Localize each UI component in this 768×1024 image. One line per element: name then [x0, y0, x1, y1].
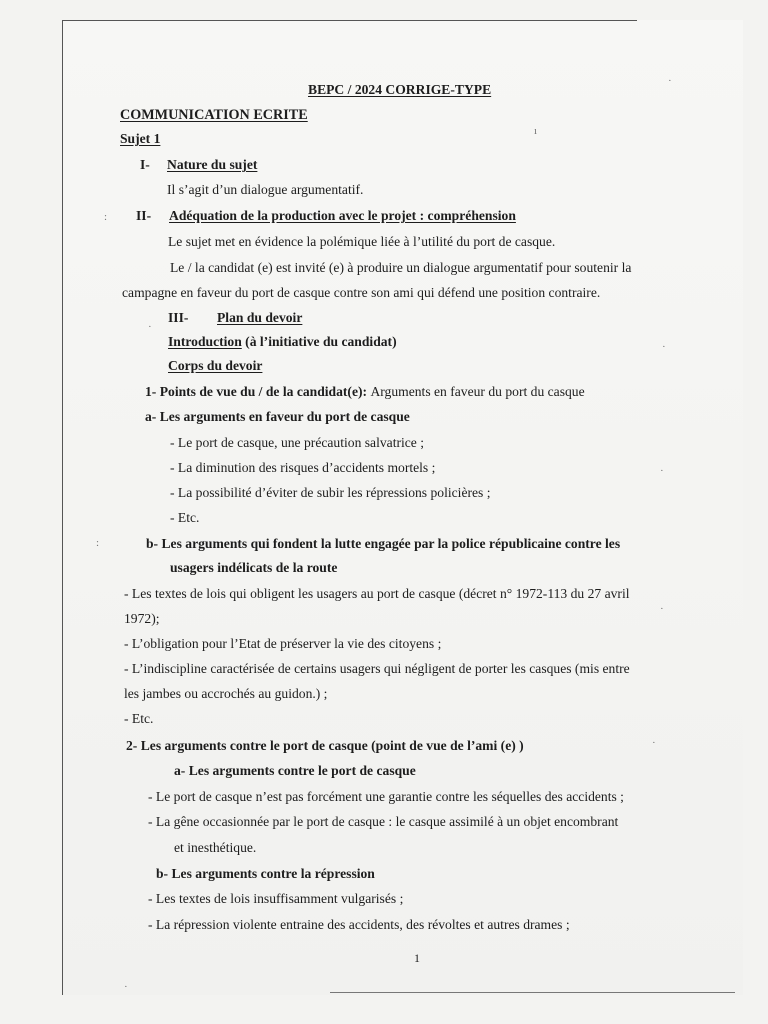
scan-speck: ·	[660, 603, 664, 615]
introduction-line	[168, 334, 397, 350]
point-1-text: Arguments en faveur du port du casque	[370, 384, 585, 399]
scan-speck: :	[96, 537, 100, 549]
introduction-note: (à l’initiative du candidat)	[241, 334, 397, 349]
s3-number: III-	[168, 310, 189, 325]
s3-title: Plan du devoir	[217, 310, 303, 325]
s2-paragraph-2b: campagne en faveur du port de casque contre son ami qui défend une position contraire.	[122, 285, 601, 300]
a-title: a- Les arguments en faveur du port de casque	[145, 409, 410, 424]
page-number: 1	[414, 951, 420, 965]
scan-speck: ı	[534, 125, 538, 137]
section-title: COMMUNICATION ECRITE	[120, 107, 308, 123]
introduction-label: Introduction	[168, 334, 242, 349]
document-page	[62, 20, 743, 995]
scan-speck: ·	[662, 341, 666, 353]
s2-title: Adéquation de la production avec le projet : compréhension	[169, 208, 516, 223]
b-line: - Etc.	[124, 711, 154, 726]
s1-title: Nature du sujet	[167, 157, 258, 172]
point-2a-item: - Le port de casque n’est pas forcément une garantie contre les séquelles des accidents ;	[148, 789, 624, 804]
b-line: - L’obligation pour l’Etat de préserver la vie des citoyens ;	[124, 636, 442, 651]
point-1-line	[145, 384, 585, 400]
a-item: - La diminution des risques d’accidents mortels ;	[170, 460, 436, 475]
scan-speck: ·	[148, 321, 152, 333]
point-2b-item: - Les textes de lois insuffisamment vulgarisés ;	[148, 891, 404, 906]
scan-speck: ·	[668, 75, 672, 87]
b-title-line-1: b- Les arguments qui fondent la lutte engagée par la police républicaine contre les	[146, 536, 621, 551]
top-border	[62, 20, 637, 21]
scan-speck: ·	[652, 737, 656, 749]
point-2a-title: a- Les arguments contre le port de casque	[174, 763, 416, 778]
scan-speck: ·	[124, 981, 128, 993]
a-item: - Etc.	[170, 510, 200, 525]
b-line: 1972);	[124, 611, 160, 626]
bottom-border	[330, 992, 735, 993]
a-item: - La possibilité d’éviter de subir les répressions policières ;	[170, 485, 491, 500]
scan-speck: :	[104, 211, 108, 223]
point-2b-title: b- Les arguments contre la répression	[156, 866, 375, 881]
s2-number: II-	[136, 208, 152, 223]
point-2a-item: - La gêne occasionnée par le port de casque : le casque assimilé à un objet encombrant	[148, 814, 619, 829]
s1-number: I-	[140, 157, 150, 172]
point-1-label: 1- Points de vue du / de la candidat(e):	[145, 384, 371, 399]
point-2-title: 2- Les arguments contre le port de casque (point de vue de l’ami (e) )	[126, 738, 524, 753]
b-line: - L’indiscipline caractérisée de certains usagers qui négligent de porter les casques (mis entre	[124, 661, 630, 676]
subject-label: Sujet 1	[120, 131, 161, 146]
b-title-line-2: usagers indélicats de la route	[170, 560, 338, 575]
s2-paragraph-1: Le sujet met en évidence la polémique liée à l’utilité du port de casque.	[168, 234, 556, 249]
b-line: - Les textes de lois qui obligent les usagers au port de casque (décret n° 1972-113 du 27 avril	[124, 586, 630, 601]
corps-title: Corps du devoir	[168, 358, 263, 373]
scan-speck: ·	[660, 465, 664, 477]
b-line: les jambes ou accrochés au guidon.) ;	[124, 686, 328, 701]
s2-paragraph-2a: Le / la candidat (e) est invité (e) à produire un dialogue argumentatif pour soutenir la	[170, 260, 632, 275]
s1-text: Il s’agit d’un dialogue argumentatif.	[167, 182, 364, 197]
a-item: - Le port de casque, une précaution salvatrice ;	[170, 435, 425, 450]
point-2b-item: - La répression violente entraine des accidents, des révoltes et autres drames ;	[148, 917, 570, 932]
point-2a-item: et inesthétique.	[174, 840, 257, 855]
document-header: BEPC / 2024 CORRIGE-TYPE	[308, 82, 492, 97]
